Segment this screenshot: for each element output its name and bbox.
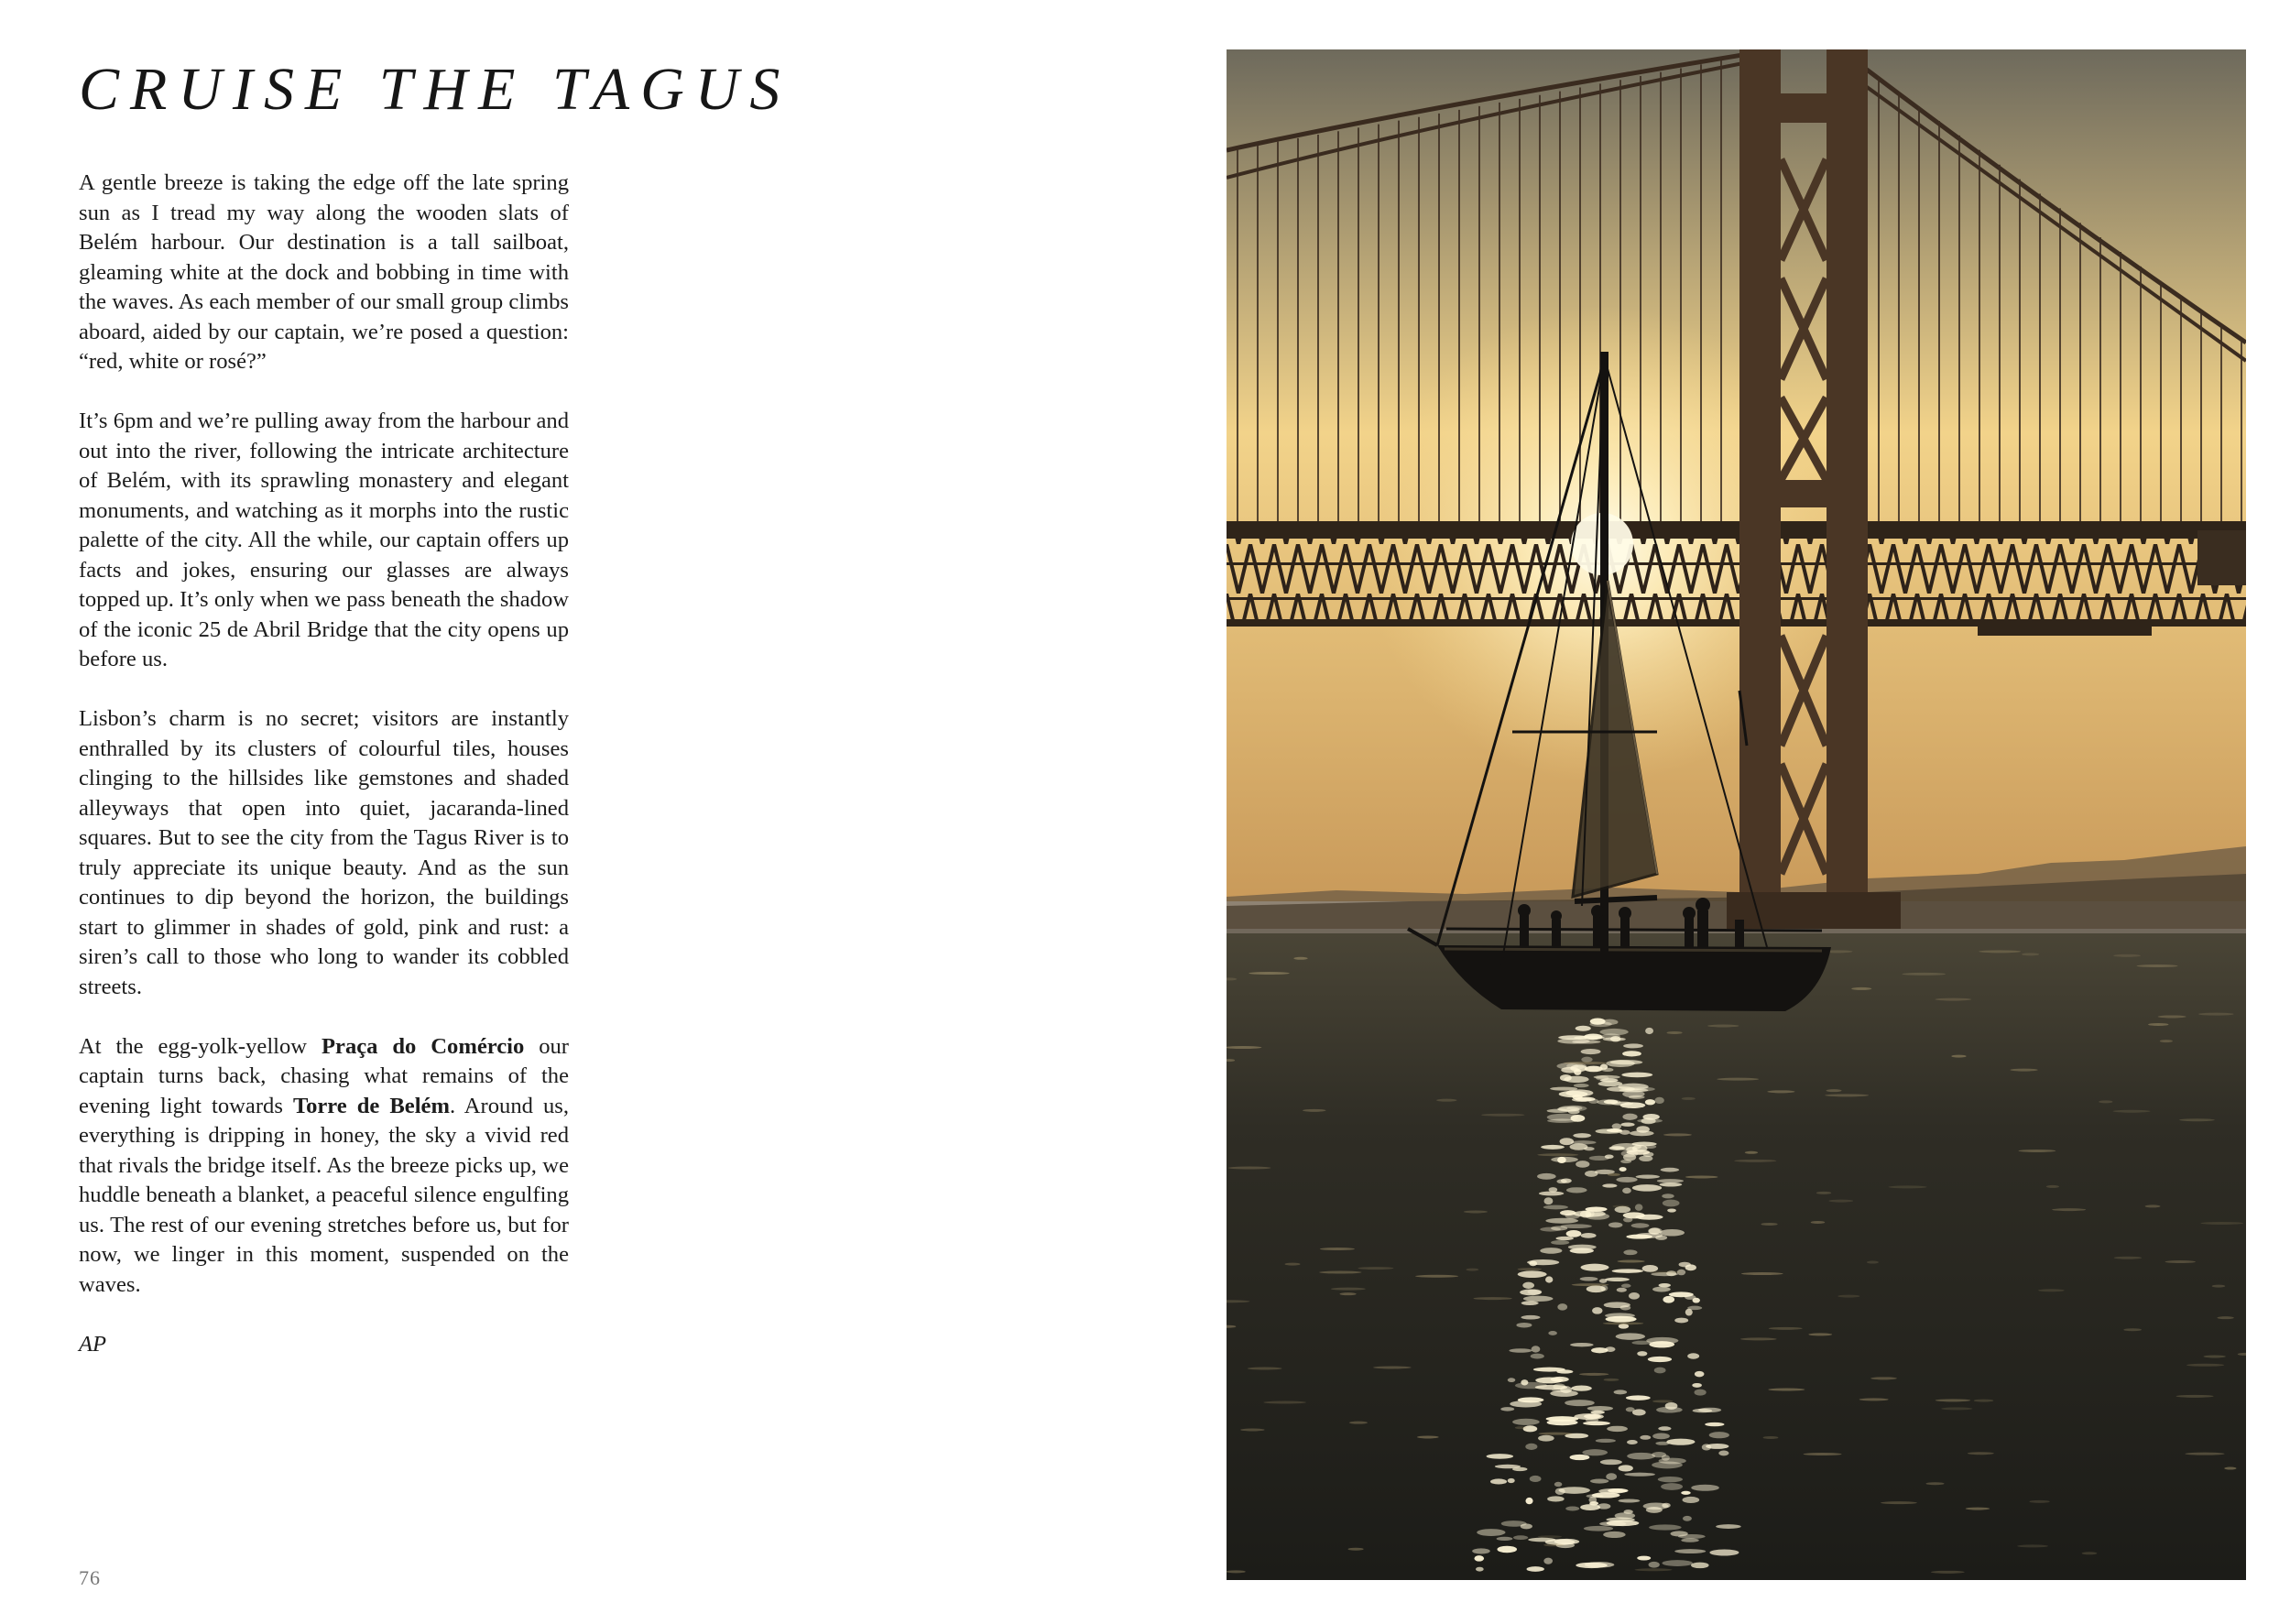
place-name-bold: Praça do Comércio	[322, 1033, 525, 1059]
article-paragraph	[79, 704, 569, 1002]
photo-sailboat-bridge-sunset	[1227, 49, 2246, 1580]
paragraph-text: It’s 6pm and we’re pulling away from the harbour and out into the river, following the intricate architecture of Belém, with its sprawling monastery and elegant monuments, and watching as it morphs into the rustic palette of the city. All the while, our captain offers up facts and jokes, ensuring our glasses are always topped up. It’s only when we pass beneath the shadow of the iconic 25 de Abril Bridge that the city opens up before us.	[79, 409, 569, 671]
page-number: 76	[79, 1566, 101, 1589]
photo-illustration	[1227, 49, 2246, 1580]
paragraph-text: . Around us, everything is dripping in honey, the sky a vivid red that rivals the bridge itself. As the breeze picks up, we huddle beneath a blanket, a peaceful silence engulfing us. The rest of our evening stretches before us, but for now, we linger in this moment, suspended on the waves.	[79, 1093, 569, 1297]
paragraph-text: our captain turns back, chasing what remains of the evening light towards	[79, 1033, 569, 1118]
article-paragraph	[79, 1032, 569, 1301]
article-paragraph	[79, 407, 569, 675]
article-paragraph	[79, 169, 569, 377]
paragraph-text: At the egg-yolk-yellow	[79, 1033, 322, 1059]
author-byline: AP	[79, 1331, 107, 1357]
article-body	[79, 169, 569, 1390]
paragraph-text: A gentle breeze is taking the edge off the late spring sun as I tread my way along the wooden slats of Belém harbour. Our destination is a tall sailboat, gleaming white at the dock and bobbing in time with the waves. As each member of our small group climbs aboard, aided by our captain, we’re posed a question: “red, white or rosé?”	[79, 170, 569, 374]
place-name-bold: Torre de Belém	[292, 1093, 450, 1118]
paragraph-text: Lisbon’s charm is no secret; visitors are instantly enthralled by its clusters of colourful tiles, houses clinging to the hillsides like gemstones and shaded alleyways that open into quiet, jacaranda-lined squares. But to see the city from the Tagus River is to truly appreciate its unique beauty. And as the sun continues to dip beyond the horizon, the buildings start to glimmer in shades of gold, pink and rust: a siren’s call to those who long to wander its cobbled streets.	[79, 706, 569, 999]
page-title: CRUISE THE TAGUS	[79, 56, 791, 123]
